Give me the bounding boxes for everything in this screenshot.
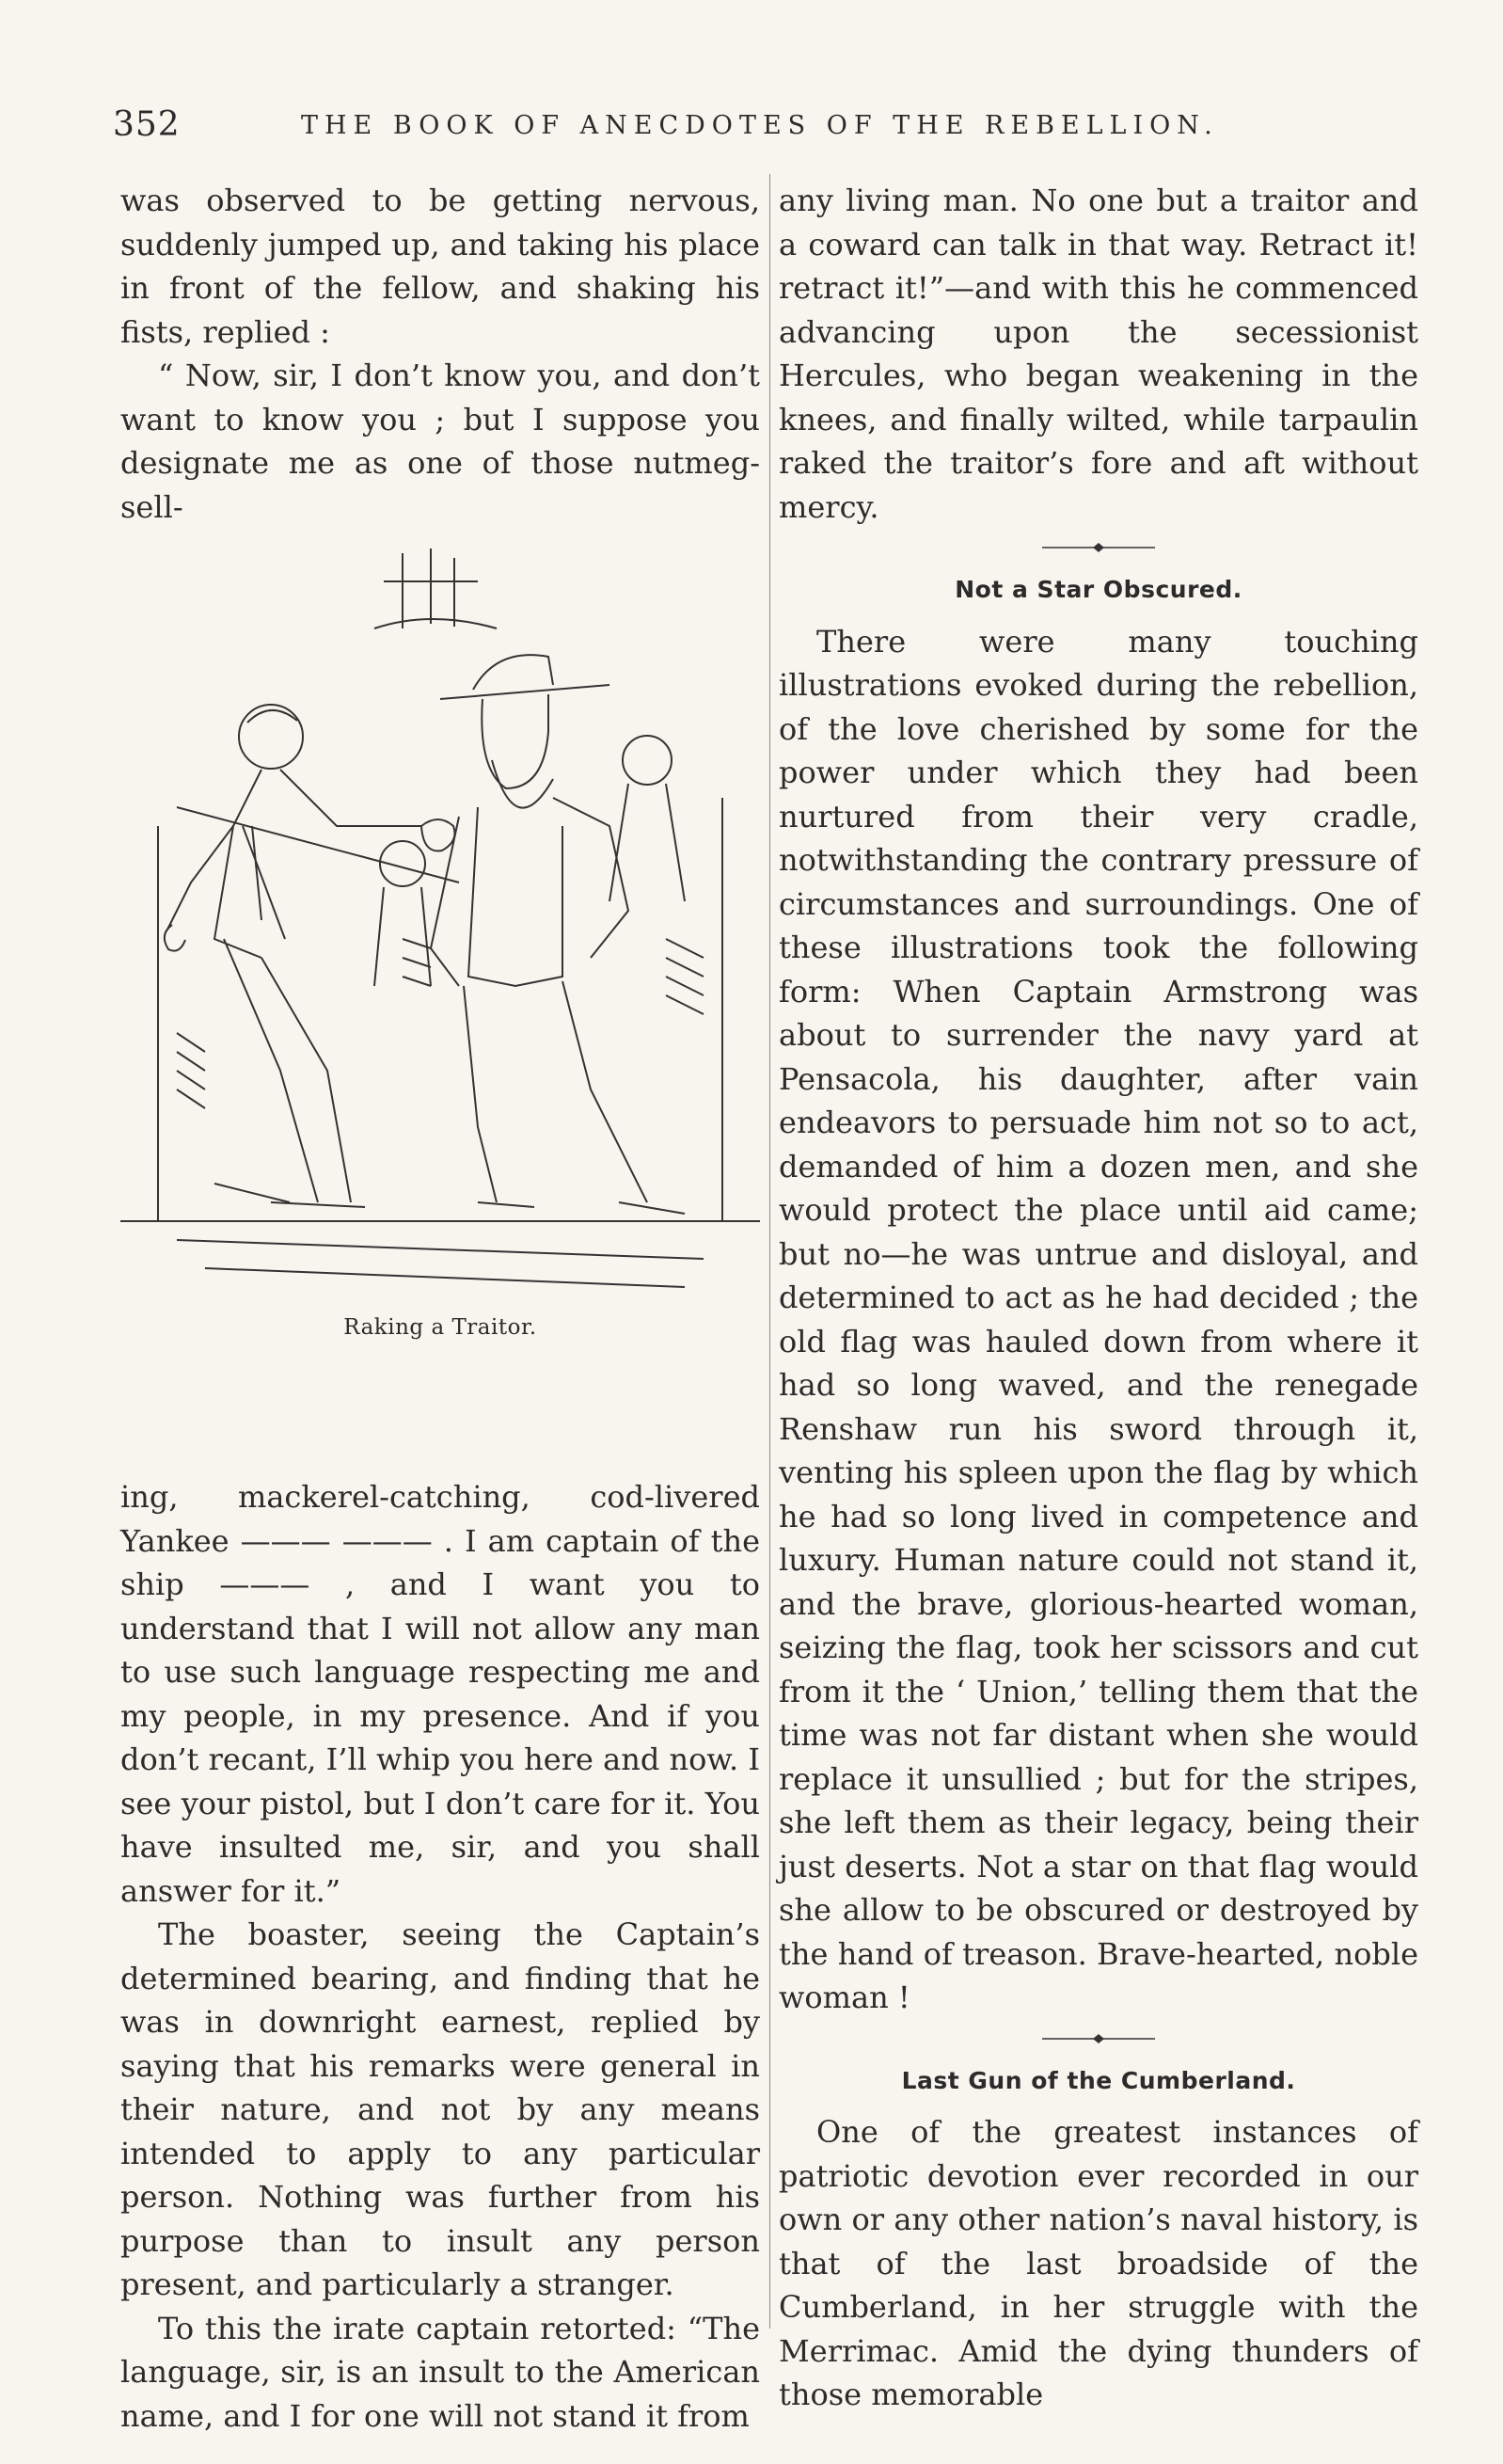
- section-heading-last-gun: Last Gun of the Cumberland.: [901, 2066, 1296, 2094]
- right-paragraph-1: any living man. No one but a traitor and a coward can talk in that way. Retract it! retract it!”—and with this he commenced advancing upon the secessionist Hercules, who began weakening in the knees, and finally wilted, while tarpaulin raked the traitor’s fore and aft without mercy.: [779, 183, 1418, 525]
- illustration-caption: Raking a Traitor.: [343, 1315, 537, 1340]
- section-ornament: [1042, 542, 1155, 553]
- left-paragraph-5: To this the irate captain retorted: “The language, sir, is an insult to the American name, and I for one will not stand it from: [120, 2310, 760, 2434]
- raking-a-traitor-engraving: [120, 544, 760, 1296]
- left-column: [120, 179, 760, 2438]
- engraving-illustration: [120, 544, 760, 1475]
- column-divider: [769, 174, 770, 2329]
- section-heading-not-a-star: Not a Star Obscured.: [955, 576, 1242, 603]
- section-ornament: [1042, 2033, 1155, 2044]
- left-paragraph-1: was observed to be getting nervous, suddenly jumped up, and taking his place in front of the fellow, and shaking his fists, replied :: [120, 183, 760, 350]
- right-paragraph-3: One of the greatest instances of patriotic devotion ever recorded in our own or any other nation’s naval history, is that of the last broadside of the Cumberland, in her struggle with the Merrimac. Amid the dying thunders of those memorable: [779, 2114, 1418, 2412]
- right-column: [779, 179, 1418, 2417]
- right-paragraph-2: There were many touching illustrations evoked during the rebellion, of the love cherished by some for the power under which they had been nurtured from their very cradle, notwithstanding the contrary pressure of circumstances and surroundings. One of these illustrations took the following form: When Captain Armstrong was about to surrender the navy yard at Pensacola, his daughter, after vain endeavors to persuade him not so to act, demanded of him a dozen men, and she would protect the place until aid came; but no—he was untrue and disloyal, and determined to act as he had decided ; the old flag was hauled down from where it had so long waved, and the renegade Renshaw run his sword through it, venting his spleen upon the flag by which he had so long lived in competence and luxury. Human nature could not stand it, and the brave, glorious-hearted woman, seizing the flag, took her scissors and cut from it the ‘ Union,’ telling them that the time was not far distant when she would replace it unsullied ; but for the stripes, she left them as their legacy, being their just deserts. Not a star on that flag would she allow to be obscured or destroyed by the hand of treason. Brave-hearted, noble woman !: [779, 623, 1418, 2015]
- left-paragraph-4: The boaster, seeing the Captain’s determined bearing, and finding that he was in downright earnest, replied by saying that his remarks were general in their nature, and not by any means intended to apply to any particular person. Nothing was further from his purpose than to insult any person present, and particularly a stranger.: [120, 1916, 760, 2302]
- left-paragraph-2: “ Now, sir, I don’t know you, and don’t want to know you ; but I suppose you designate me as one of those nutmeg-sell-: [120, 358, 760, 525]
- left-paragraph-3: ing, mackerel-catching, cod-livered Yankee ——— ——— . I am captain of the ship ——— , and I want you to understand that I will not allow any man to use such language respecting me and my people, in my presence. And if you don’t recant, I’ll whip you here and now. I see your pistol, but I don’t care for it. You have insulted me, sir, and you shall answer for it.”: [120, 1479, 760, 1909]
- running-title: THE BOOK OF ANECDOTES OF THE REBELLION.: [301, 111, 1219, 140]
- page-number: 352: [113, 105, 181, 144]
